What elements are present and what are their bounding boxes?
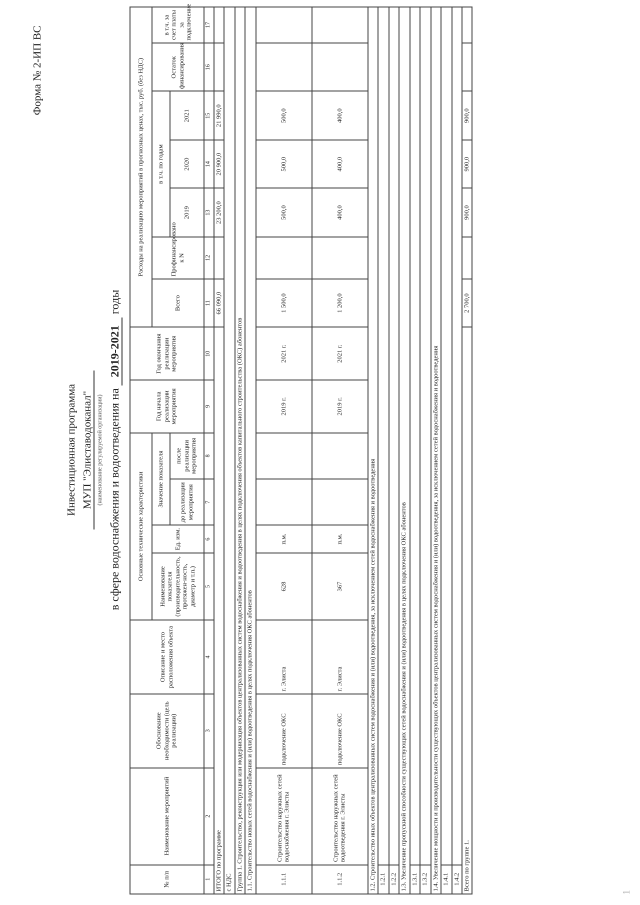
form-number: Форма № 2-ИП ВС xyxy=(31,25,44,116)
header-remain: Остаток финансирования xyxy=(152,43,204,91)
row-total: 1 500,0 xyxy=(256,279,312,327)
col-num: 14 xyxy=(204,140,214,188)
investment-table xyxy=(130,3,473,895)
header-y2020: 2020 xyxy=(170,140,204,188)
subgroup-row xyxy=(245,7,255,894)
row-name: Строительство наружных сетей водоснабжения г. Элисты xyxy=(256,768,312,865)
row-2019: 500,0 xyxy=(256,188,312,236)
table-row xyxy=(441,7,451,894)
header-unit: Ед. изм. xyxy=(152,525,204,552)
header-incl-years: в т.ч. по годам xyxy=(152,91,170,236)
col-num: 7 xyxy=(204,479,214,525)
subgroup-row xyxy=(399,7,409,894)
total-sum: 66 090,0 xyxy=(214,279,224,327)
table-row-vat xyxy=(224,7,234,894)
header-value: Значение показателя xyxy=(152,433,170,526)
row-total: 1 200,0 xyxy=(312,279,368,327)
program-years: 2019-2021 xyxy=(108,317,123,385)
title-line2 xyxy=(82,0,94,903)
organization-name: МУП "Элиставодоканал" xyxy=(82,371,95,529)
col-num: 11 xyxy=(204,279,214,327)
group1-title: Группа 1. Строительство, реконструкция или модернизация объектов централизованных систем водоснабжения и водоотведения в целях подключения объектов капитального строительства (ОКС) абонентов xyxy=(235,7,245,894)
header-end: Год окончания реализации мероприятия xyxy=(130,327,204,380)
sub13-title: 1.3. Увеличение пропускной способности существующих сетей водоснабжения и (или) водоотведения в целях подключения ОКС абонентов xyxy=(399,7,409,894)
title-line3 xyxy=(108,0,123,903)
header-no: № п/п xyxy=(130,865,204,894)
col-num: 5 xyxy=(204,553,214,620)
row-unit: п.м. xyxy=(256,525,312,552)
group-row xyxy=(235,7,245,894)
header-y2021: 2021 xyxy=(170,91,204,139)
row-no: 1.2.1 xyxy=(378,865,388,894)
row-no: 1.1.1 xyxy=(256,865,312,894)
sub12-title: 1.2. Строительство иных объектов централизованных систем водоснабжения и (или) водоотведения, за исключением сетей водоснабжения и водоотведения xyxy=(368,7,378,894)
table-row xyxy=(420,7,430,894)
total-2020: 20 900,0 xyxy=(214,140,224,188)
col-num: 17 xyxy=(204,7,214,43)
header-incl-debt: в т.ч. за счет платы за подключение xyxy=(152,7,204,43)
row-end: 2021 г. xyxy=(256,327,312,380)
header-start: Год начала реализации мероприятия xyxy=(130,380,204,433)
header-y2019: 2019 xyxy=(170,188,204,236)
total-2021: 21 990,0 xyxy=(214,91,224,139)
table-row xyxy=(452,7,462,894)
group-total-2020: 900,0 xyxy=(462,140,472,188)
row-name: Строительство наружных сетей водоотведения г. Элисты xyxy=(312,768,368,865)
col-num: 6 xyxy=(204,525,214,552)
title-line1: Инвестиционная программа xyxy=(65,384,78,516)
page-number: 1 xyxy=(621,890,632,895)
col-num: 1 xyxy=(204,865,214,894)
col-num: 10 xyxy=(204,327,214,380)
total-2019: 23 200,0 xyxy=(214,188,224,236)
row-start: 2019 г. xyxy=(256,380,312,433)
vat-label: с НДС xyxy=(224,7,234,894)
header-costs: Расходы на реализацию мероприятий в прогнозных ценах, тыс. руб. (без НДС) xyxy=(130,7,152,327)
row-2019: 400,0 xyxy=(312,188,368,236)
row-2021: 400,0 xyxy=(312,91,368,139)
row-no: 1.1.2 xyxy=(312,865,368,894)
years-suffix: годы xyxy=(107,289,122,315)
sub11-title: 1.1. Строительство новых сетей водоснабжения и (или) водоотведения в целях подключения ОКС абонентов xyxy=(245,7,255,894)
header-tech-name: Наименование показателя (производительность, протяжен-ность, диаметр и т.п.) xyxy=(152,553,204,620)
subgroup-row xyxy=(431,7,441,894)
subgroup-row xyxy=(368,7,378,894)
table-row xyxy=(312,7,368,894)
row-reason: подключение ОКС xyxy=(312,694,368,768)
group-total-2019: 900,0 xyxy=(462,188,472,236)
header-location: Описание и место расположения объекта xyxy=(130,620,204,694)
table-row-total xyxy=(214,7,224,894)
header-name: Наименование мероприятий xyxy=(130,768,204,865)
header-after: после реализации мероприятия xyxy=(170,433,204,479)
group-total-2021: 900,0 xyxy=(462,91,472,139)
row-tech: 367 xyxy=(312,553,368,620)
title-prefix: в сфере водоснабжения и водоотведения на xyxy=(107,388,122,611)
table-row xyxy=(389,7,399,894)
row-location: г. Элиста xyxy=(256,620,312,694)
table-row xyxy=(256,7,312,894)
row-2020: 400,0 xyxy=(312,140,368,188)
col-num: 13 xyxy=(204,188,214,236)
table-row xyxy=(378,7,388,894)
header-tech: Основные технические характеристики xyxy=(130,433,152,621)
row-no: 1.4.2 xyxy=(452,865,462,894)
row-no: 1.3.1 xyxy=(410,865,420,894)
col-num: 16 xyxy=(204,43,214,91)
header-before: до реализации мероприятия xyxy=(170,479,204,525)
col-num: 9 xyxy=(204,380,214,433)
col-num: 2 xyxy=(204,768,214,865)
col-num: 12 xyxy=(204,237,214,279)
row-no: 1.4.1 xyxy=(441,865,451,894)
col-num: 8 xyxy=(204,433,214,479)
row-no: 1.2.2 xyxy=(389,865,399,894)
title-hint: (наименование регулируемой организации) xyxy=(97,394,104,506)
header-total: Всего xyxy=(152,279,204,327)
row-location: г. Элиста xyxy=(312,620,368,694)
table-row xyxy=(410,7,420,894)
col-num: 3 xyxy=(204,694,214,768)
group-total-label: Всего по группе 1. xyxy=(462,327,472,894)
header-prev: Профинансировано к N xyxy=(152,237,204,279)
total-label: ИТОГО по программе xyxy=(214,327,224,894)
col-num: 4 xyxy=(204,620,214,694)
row-reason: подключение ОКС xyxy=(256,694,312,768)
row-2021: 500,0 xyxy=(256,91,312,139)
group-total-sum: 2 700,0 xyxy=(462,279,472,327)
row-start: 2019 г. xyxy=(312,380,368,433)
row-end: 2021 г. xyxy=(312,327,368,380)
row-2020: 500,0 xyxy=(256,140,312,188)
table-row-group-total xyxy=(462,7,472,894)
col-num: 15 xyxy=(204,91,214,139)
column-numbers-row xyxy=(204,7,214,894)
row-tech: 628 xyxy=(256,553,312,620)
sub14-title: 1.4. Увеличение мощности и производительности существующих объектов централизованных систем водоснабжения и (или) водоотведения, за исключением сетей водоснабжения и водоотведения xyxy=(431,7,441,894)
row-no: 1.3.2 xyxy=(420,865,430,894)
row-unit: п.м. xyxy=(312,525,368,552)
header-reason: Обоснование необходимости (цель реализации) xyxy=(130,694,204,768)
